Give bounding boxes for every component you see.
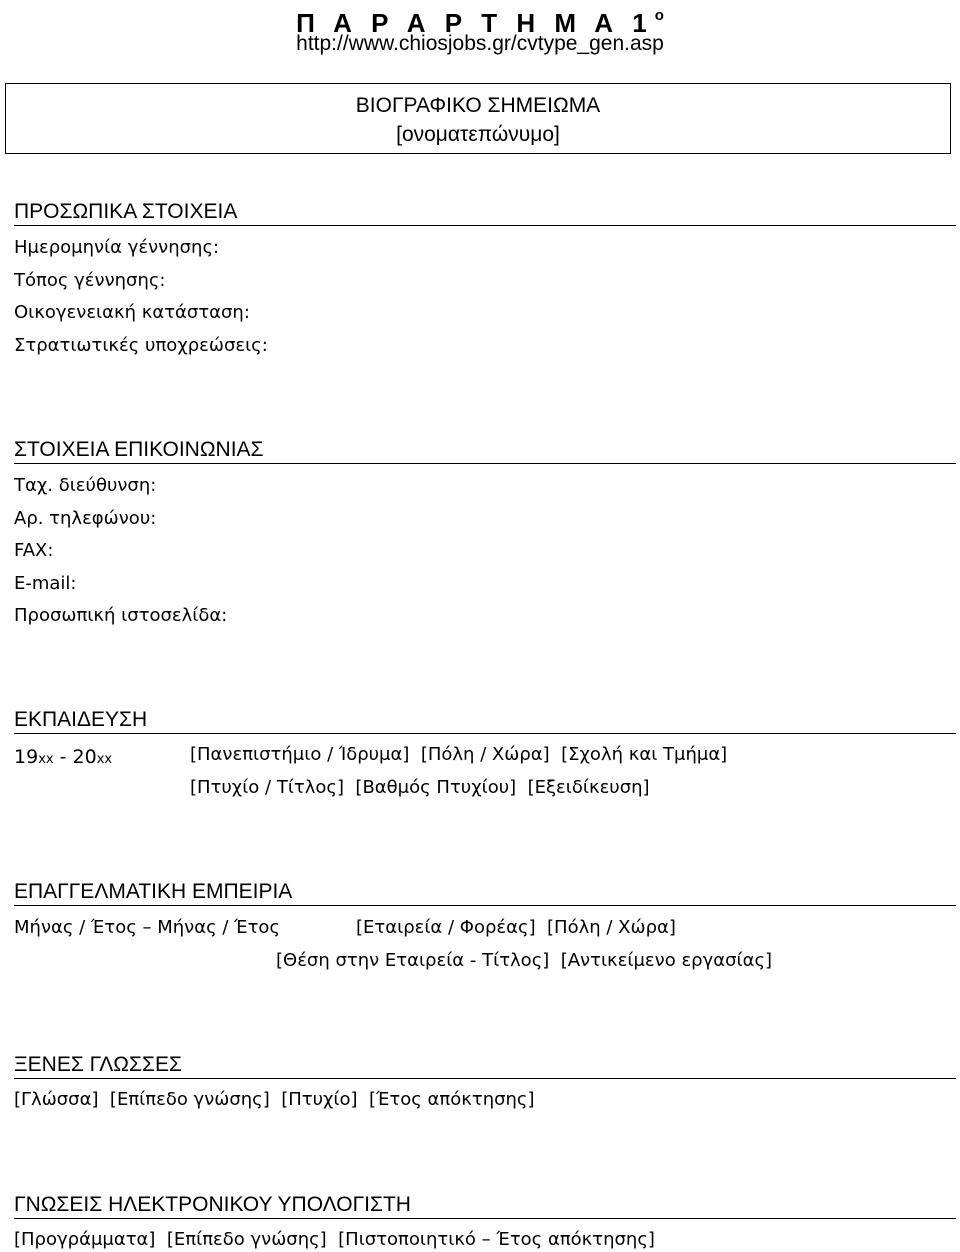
personal-field-list [14,232,268,362]
education-degree-line: [Πτυχίο / Τίτλος] [Βαθμός Πτυχίου] [Εξειδίκευση] [190,777,650,798]
experience-company-line: [Εταιρεία / Φορέας] [Πόλη / Χώρα] [356,917,676,938]
languages-line: [Γλώσσα] [Επίπεδο γνώσης] [Πτυχίο] [Έτος απόκτησης] [14,1089,535,1110]
cv-header-box [5,83,951,154]
email-label: E-mail: [14,572,77,594]
fax-label: FAX: [14,540,54,561]
year-separator: - [53,746,73,768]
birth-place-label: Τόπος γέννησης: [14,269,166,291]
contact-field-list [14,470,227,633]
computer-skills-line: [Προγράμματα] [Επίπεδο γνώσης] [Πιστοποιητικό – Έτος απόκτησης] [14,1229,655,1250]
cv-name-placeholder: [ονοματεπώνυμο] [396,123,560,146]
appendix-title-superscript: ο [654,7,664,24]
military-obligations-label: Στρατιωτικές υποχρεώσεις: [14,334,268,356]
experience-period: Μήνας / Έτος – Μήνας / Έτος [14,917,280,938]
computer-section-heading: ΓΝΩΣΕΙΣ ΗΛΕΚΤΡΟΝΙΚΟΥ ΥΠΟΛΟΓΙΣΤΗ [14,1192,956,1219]
marital-status-label: Οικογενειακή κατάσταση: [14,302,250,323]
personal-website-label: Προσωπική ιστοσελίδα: [14,605,228,626]
source-url: http://www.chiosjobs.gr/cvtype_gen.asp [296,32,664,55]
languages-section-heading: ΞΕΝΕΣ ΓΛΩΣΣΕΣ [14,1052,956,1079]
start-year-prefix: 19 [14,746,39,768]
education-institution-line: [Πανεπιστήμιο / Ίδρυμα] [Πόλη / Χώρα] [Σχολή και Τμήμα] [190,744,728,765]
appendix-title-text: Π Α Ρ Α Ρ Τ Η Μ Α 1 [296,8,653,38]
personal-section-heading: ΠΡΟΣΩΠΙΚΑ ΣΤΟΙΧΕΙΑ [14,199,956,226]
education-year-range [14,745,112,772]
education-section-heading: ΕΚΠΑΙΔΕΥΣΗ [14,707,956,734]
end-year-suffix: xx [96,752,113,767]
contact-section-heading: ΣΤΟΙΧΕΙΑ ΕΠΙΚΟΙΝΩΝΙΑΣ [14,437,956,464]
cv-title: ΒΙΟΓΡΑΦΙΚΟ ΣΗΜΕΙΩΜΑ [355,94,601,117]
experience-position-line: [Θέση στην Εταιρεία - Τίτλος] [Αντικείμενο εργασίας] [276,950,773,971]
birth-date-label: Ημερομηνία γέννησης: [14,237,220,258]
postal-address-label: Ταχ. διεύθυνση: [14,475,157,496]
end-year-prefix: 20 [72,746,97,768]
experience-section-heading: ΕΠΑΓΓΕΛΜΑΤΙΚΗ ΕΜΠΕΙΡΙΑ [14,879,956,906]
start-year-suffix: xx [38,752,54,767]
phone-number-label: Αρ. τηλεφώνου: [14,507,157,529]
